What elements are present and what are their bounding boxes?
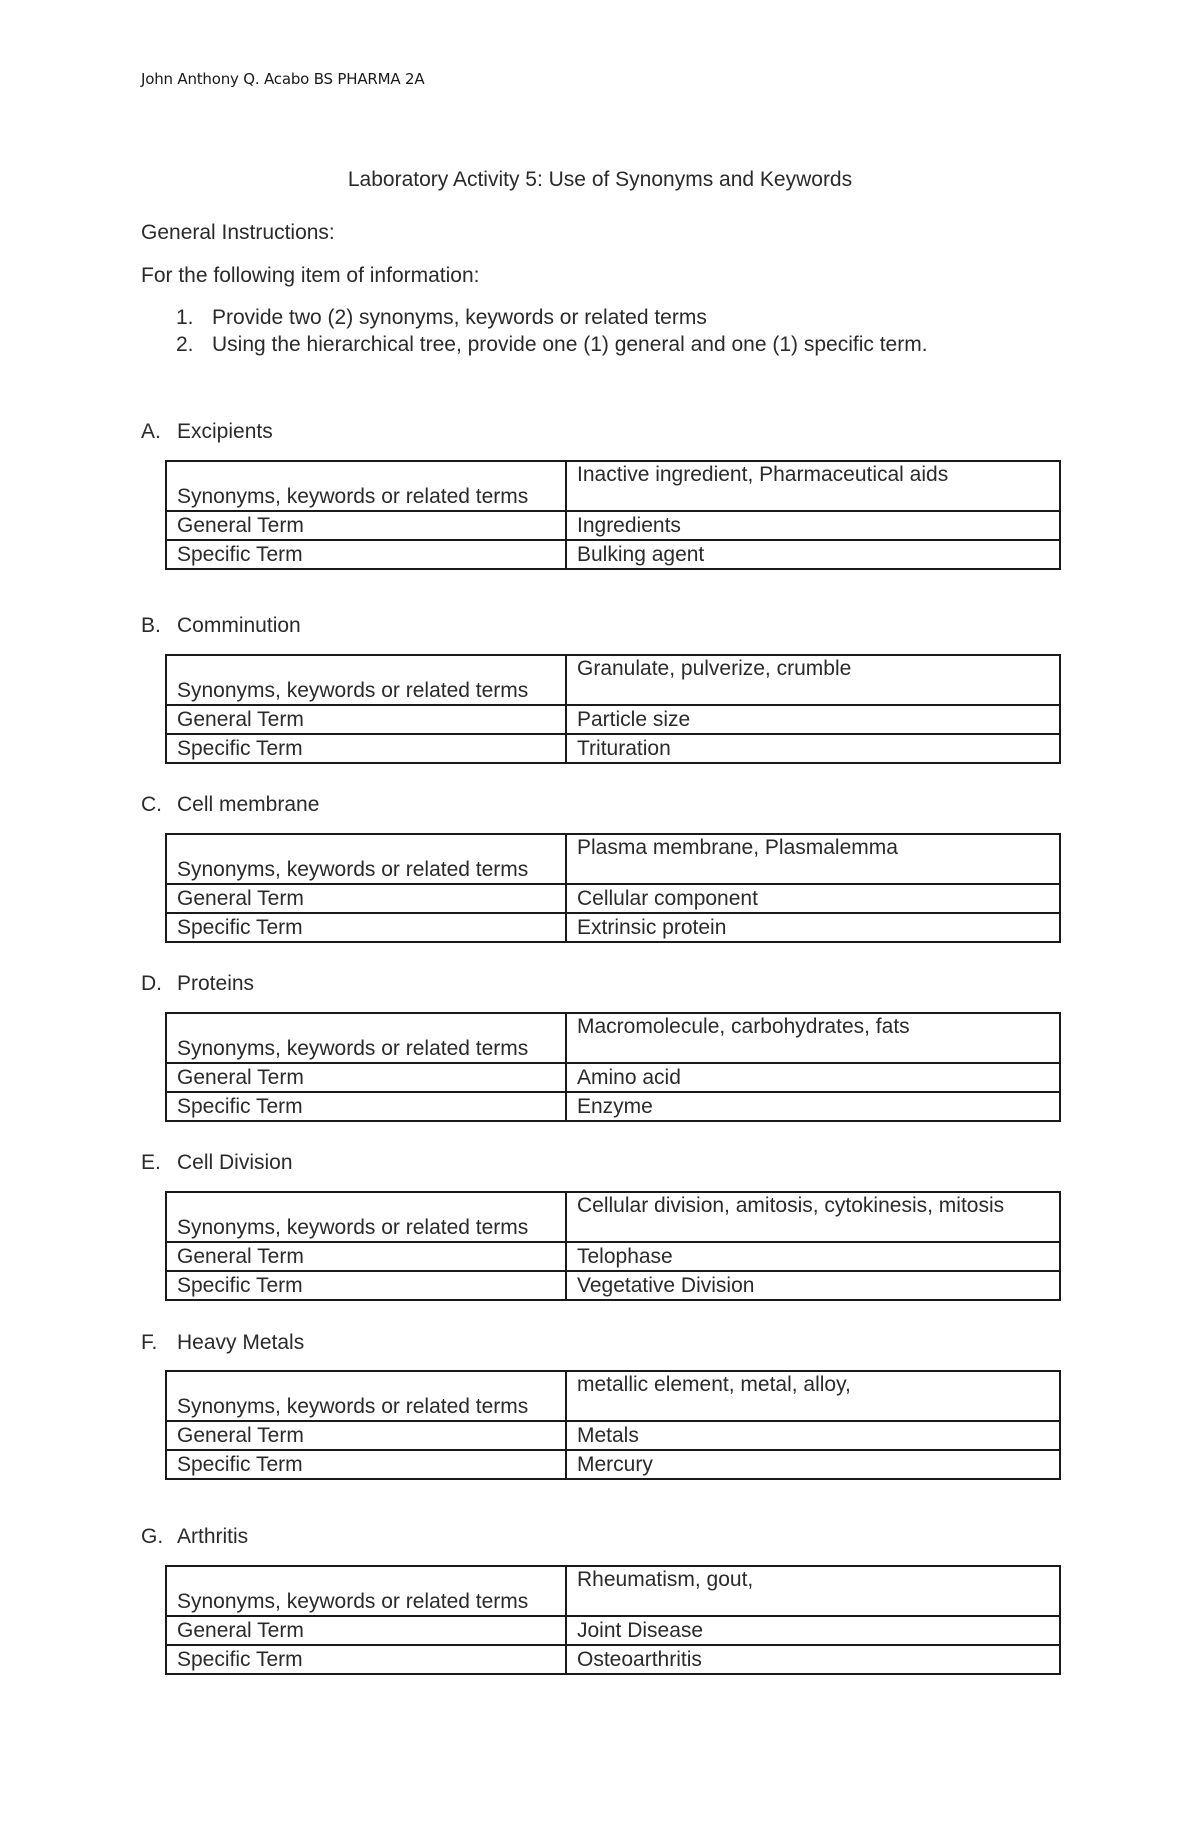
row-label-specific: Specific Term [166, 1092, 566, 1121]
section-letter: G. [141, 1525, 164, 1548]
section-heading-g [141, 1525, 248, 1549]
row-label-general: General Term [166, 1063, 566, 1092]
synonyms-value: Granulate, pulverize, crumble [566, 655, 1060, 705]
specific-term-value: Bulking agent [566, 540, 1060, 569]
section-heading-e [141, 1151, 293, 1175]
terms-table-f [165, 1370, 1061, 1480]
terms-table-e [165, 1191, 1061, 1301]
section-heading-f [141, 1331, 304, 1355]
row-label-general: General Term [166, 705, 566, 734]
table-row-specific [166, 540, 1060, 569]
table-row-synonyms [166, 1371, 1060, 1421]
synonyms-value: Plasma membrane, Plasmalemma [566, 834, 1060, 884]
instruction-item [176, 306, 707, 330]
row-label-specific: Specific Term [166, 1645, 566, 1674]
author-header: John Anthony Q. Acabo BS PHARMA 2A [141, 70, 425, 88]
instruction-item [176, 333, 928, 357]
terms-table-b [165, 654, 1061, 764]
row-label-synonyms: Synonyms, keywords or related terms [166, 1566, 566, 1616]
table-row-general [166, 1421, 1060, 1450]
table-row-synonyms [166, 834, 1060, 884]
section-title: Proteins [177, 972, 255, 995]
table-row-specific [166, 1092, 1060, 1121]
row-label-general: General Term [166, 1242, 566, 1271]
section-letter: F. [141, 1331, 158, 1354]
section-letter: B. [141, 614, 161, 637]
row-label-specific: Specific Term [166, 913, 566, 942]
section-letter: E. [141, 1151, 161, 1174]
specific-term-value: Mercury [566, 1450, 1060, 1479]
table-row-synonyms [166, 461, 1060, 511]
row-label-synonyms: Synonyms, keywords or related terms [166, 1371, 566, 1421]
general-term-value: Amino acid [566, 1063, 1060, 1092]
table-row-specific [166, 1271, 1060, 1300]
table-row-synonyms [166, 655, 1060, 705]
row-label-specific: Specific Term [166, 734, 566, 763]
section-title: Cell membrane [177, 793, 320, 816]
row-label-synonyms: Synonyms, keywords or related terms [166, 461, 566, 511]
instruction-number: 1. [176, 306, 194, 329]
synonyms-value: Rheumatism, gout, [566, 1566, 1060, 1616]
section-title: Comminution [177, 614, 301, 637]
synonyms-value: Inactive ingredient, Pharmaceutical aids [566, 461, 1060, 511]
section-letter: C. [141, 793, 162, 816]
section-heading-a [141, 420, 273, 444]
section-heading-c [141, 793, 319, 817]
section-title: Arthritis [177, 1525, 249, 1548]
row-label-synonyms: Synonyms, keywords or related terms [166, 1013, 566, 1063]
table-row-synonyms [166, 1013, 1060, 1063]
specific-term-value: Extrinsic protein [566, 913, 1060, 942]
row-label-synonyms: Synonyms, keywords or related terms [166, 1192, 566, 1242]
table-row-synonyms [166, 1566, 1060, 1616]
table-row-specific [166, 734, 1060, 763]
instruction-text: Provide two (2) synonyms, keywords or related terms [212, 306, 707, 329]
instructions-heading: General Instructions: [141, 221, 335, 244]
table-row-synonyms [166, 1192, 1060, 1242]
specific-term-value: Enzyme [566, 1092, 1060, 1121]
row-label-general: General Term [166, 1421, 566, 1450]
specific-term-value: Vegetative Division [566, 1271, 1060, 1300]
section-letter: D. [141, 972, 162, 995]
table-row-general [166, 1063, 1060, 1092]
terms-table-c [165, 833, 1061, 943]
row-label-specific: Specific Term [166, 1450, 566, 1479]
document-title: Laboratory Activity 5: Use of Synonyms and Keywords [347, 168, 853, 191]
table-row-general [166, 884, 1060, 913]
row-label-general: General Term [166, 1616, 566, 1645]
instructions-intro: For the following item of information: [141, 264, 480, 287]
section-title: Cell Division [177, 1151, 293, 1174]
general-term-value: Ingredients [566, 511, 1060, 540]
terms-table-a [165, 460, 1061, 570]
terms-table-d [165, 1012, 1061, 1122]
row-label-general: General Term [166, 884, 566, 913]
general-term-value: Metals [566, 1421, 1060, 1450]
section-heading-d [141, 972, 254, 996]
row-label-specific: Specific Term [166, 1271, 566, 1300]
section-title: Heavy Metals [177, 1331, 305, 1354]
table-row-specific [166, 1450, 1060, 1479]
row-label-synonyms: Synonyms, keywords or related terms [166, 834, 566, 884]
row-label-general: General Term [166, 511, 566, 540]
terms-table-g [165, 1565, 1061, 1675]
synonyms-value: metallic element, metal, alloy, [566, 1371, 1060, 1421]
section-letter: A. [141, 420, 161, 443]
table-row-general [166, 1242, 1060, 1271]
instruction-text: Using the hierarchical tree, provide one (1) general and one (1) specific term. [212, 333, 928, 356]
general-term-value: Cellular component [566, 884, 1060, 913]
row-label-synonyms: Synonyms, keywords or related terms [166, 655, 566, 705]
synonyms-value: Cellular division, amitosis, cytokinesis, mitosis [566, 1192, 1060, 1242]
table-row-general [166, 1616, 1060, 1645]
general-term-value: Joint Disease [566, 1616, 1060, 1645]
instruction-number: 2. [176, 333, 194, 356]
row-label-specific: Specific Term [166, 540, 566, 569]
table-row-specific [166, 913, 1060, 942]
specific-term-value: Trituration [566, 734, 1060, 763]
synonyms-value: Macromolecule, carbohydrates, fats [566, 1013, 1060, 1063]
table-row-general [166, 511, 1060, 540]
table-row-general [166, 705, 1060, 734]
section-title: Excipients [177, 420, 273, 443]
general-term-value: Particle size [566, 705, 1060, 734]
section-heading-b [141, 614, 301, 638]
general-term-value: Telophase [566, 1242, 1060, 1271]
specific-term-value: Osteoarthritis [566, 1645, 1060, 1674]
table-row-specific [166, 1645, 1060, 1674]
